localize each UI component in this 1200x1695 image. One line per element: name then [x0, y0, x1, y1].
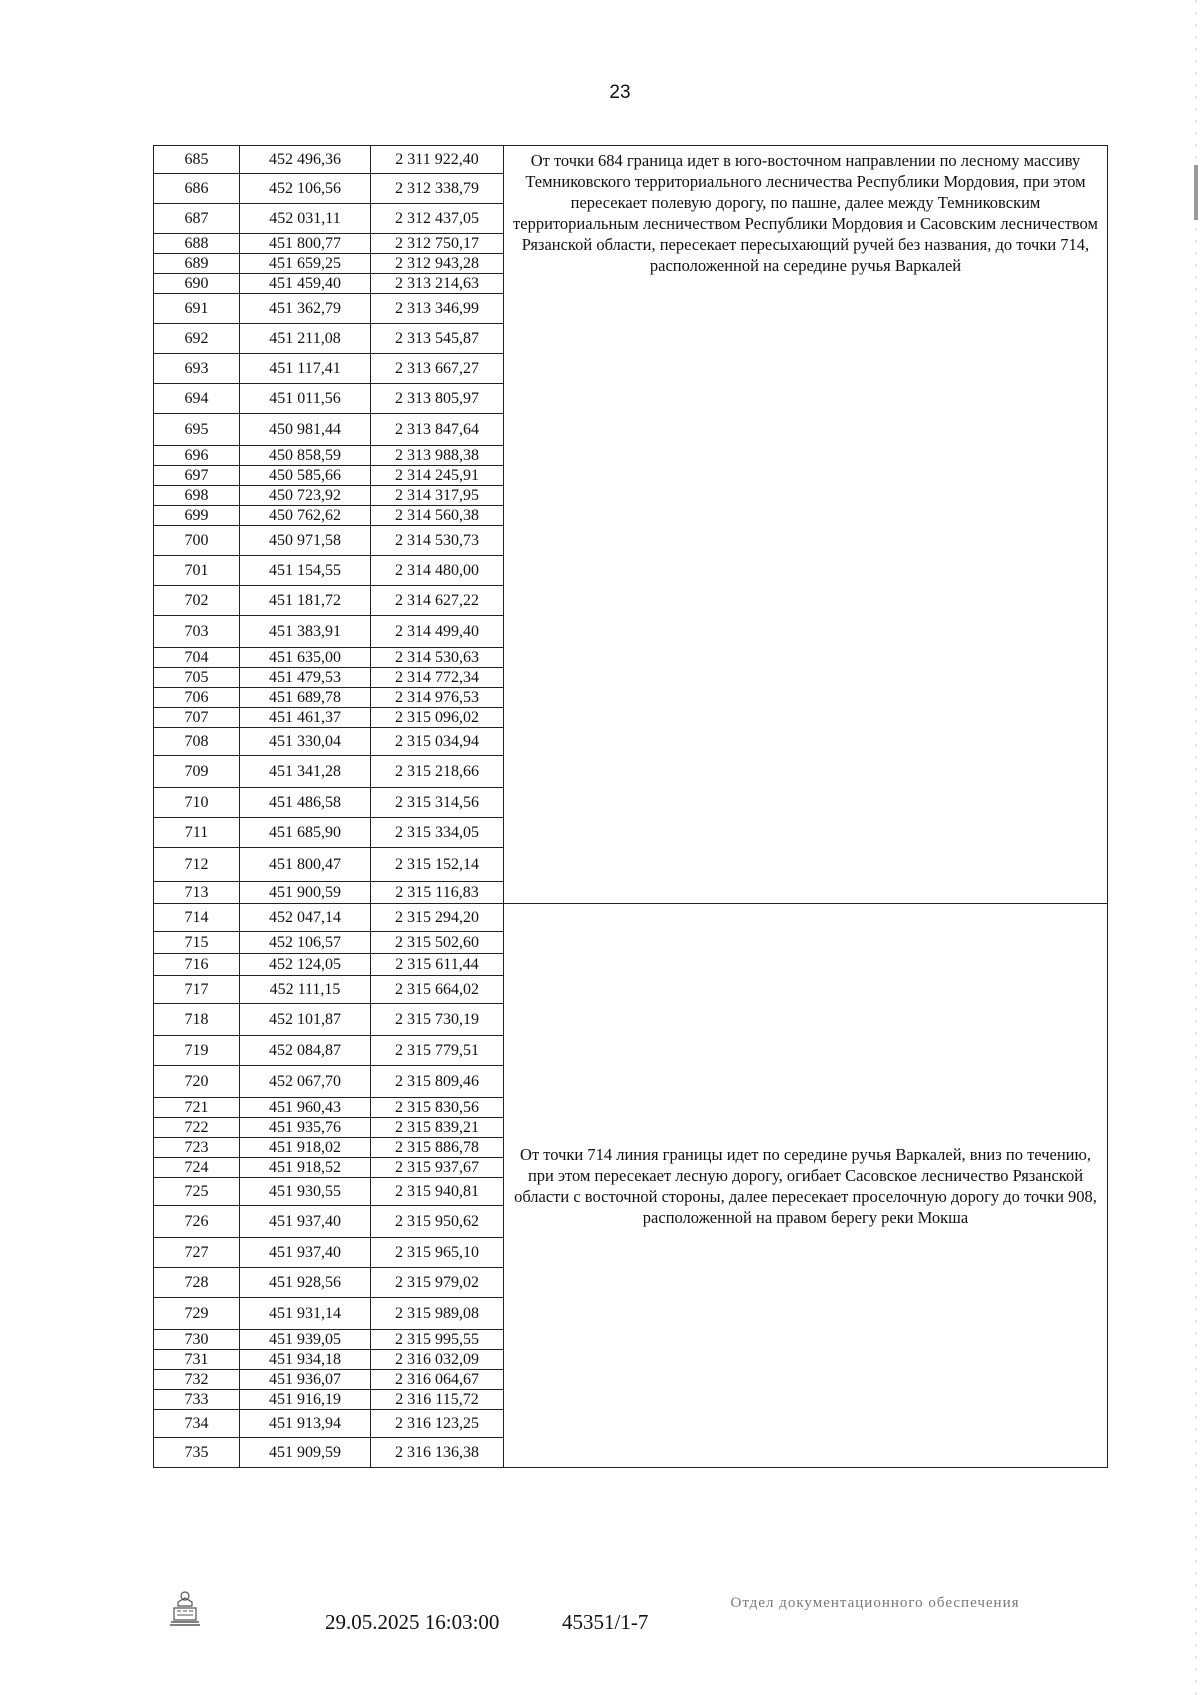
x-coordinate-cell: 450 858,59 [240, 446, 371, 466]
y-coordinate-cell: 2 313 988,38 [371, 446, 504, 466]
boundary-description-cell: От точки 684 граница идет в юго-восточном направлении по лесному массиву Темниковского территориального лесничества Республики Мордовия, при этом пересекает полевую дорогу, по пашне, далее между Темниковским территориальным лесничеством Республики Мордовия и Сасовским лесничеством Рязанской области, пересекает пересыхающий ручей без названия, до точки 714, расположенной на середине ручья Варкалей [504, 146, 1108, 904]
y-coordinate-cell: 2 315 664,02 [371, 976, 504, 1004]
point-number-cell: 712 [154, 848, 240, 882]
y-coordinate-cell: 2 312 437,05 [371, 204, 504, 234]
y-coordinate-cell: 2 315 809,46 [371, 1066, 504, 1098]
y-coordinate-cell: 2 312 943,28 [371, 254, 504, 274]
point-number-cell: 697 [154, 466, 240, 486]
y-coordinate-cell: 2 315 294,20 [371, 904, 504, 932]
y-coordinate-cell: 2 315 218,66 [371, 756, 504, 788]
y-coordinate-cell: 2 313 805,97 [371, 384, 504, 414]
point-number-cell: 719 [154, 1036, 240, 1066]
x-coordinate-cell: 451 383,91 [240, 616, 371, 648]
point-number-cell: 702 [154, 586, 240, 616]
y-coordinate-cell: 2 314 245,91 [371, 466, 504, 486]
x-coordinate-cell: 451 659,25 [240, 254, 371, 274]
x-coordinate-cell: 452 101,87 [240, 1004, 371, 1036]
boundary-description-cell: От точки 714 линия границы идет по середине ручья Варкалей, вниз по течению, при этом пересекает лесную дорогу, огибает Сасовское лесничество Рязанской области с восточной стороны, далее пересекает проселочную дорогу до точки 908, расположенной на правом берегу реки Мокша [504, 904, 1108, 1468]
y-coordinate-cell: 2 314 530,73 [371, 526, 504, 556]
point-number-cell: 705 [154, 668, 240, 688]
y-coordinate-cell: 2 314 976,53 [371, 688, 504, 708]
point-number-cell: 717 [154, 976, 240, 1004]
y-coordinate-cell: 2 311 922,40 [371, 146, 504, 174]
x-coordinate-cell: 450 971,58 [240, 526, 371, 556]
y-coordinate-cell: 2 315 979,02 [371, 1268, 504, 1298]
x-coordinate-cell: 451 800,47 [240, 848, 371, 882]
y-coordinate-cell: 2 315 995,55 [371, 1330, 504, 1350]
x-coordinate-cell: 451 939,05 [240, 1330, 371, 1350]
x-coordinate-cell: 452 106,56 [240, 174, 371, 204]
x-coordinate-cell: 451 011,56 [240, 384, 371, 414]
x-coordinate-cell: 450 723,92 [240, 486, 371, 506]
y-coordinate-cell: 2 315 940,81 [371, 1178, 504, 1206]
x-coordinate-cell: 451 900,59 [240, 882, 371, 904]
point-number-cell: 733 [154, 1390, 240, 1410]
y-coordinate-cell: 2 315 334,05 [371, 818, 504, 848]
point-number-cell: 696 [154, 446, 240, 466]
x-coordinate-cell: 450 981,44 [240, 414, 371, 446]
point-number-cell: 687 [154, 204, 240, 234]
x-coordinate-cell: 452 106,57 [240, 932, 371, 954]
y-coordinate-cell: 2 314 530,63 [371, 648, 504, 668]
x-coordinate-cell: 450 762,62 [240, 506, 371, 526]
point-number-cell: 727 [154, 1238, 240, 1268]
x-coordinate-cell: 452 084,87 [240, 1036, 371, 1066]
x-coordinate-cell: 451 936,07 [240, 1370, 371, 1390]
x-coordinate-cell: 452 496,36 [240, 146, 371, 174]
y-coordinate-cell: 2 315 779,51 [371, 1036, 504, 1066]
y-coordinate-cell: 2 315 730,19 [371, 1004, 504, 1036]
x-coordinate-cell: 452 111,15 [240, 976, 371, 1004]
point-number-cell: 722 [154, 1118, 240, 1138]
point-number-cell: 699 [154, 506, 240, 526]
emblem-icon [168, 1588, 202, 1633]
footer-document-code: 45351/1-7 [562, 1610, 649, 1634]
y-coordinate-cell: 2 314 480,00 [371, 556, 504, 586]
point-number-cell: 716 [154, 954, 240, 976]
point-number-cell: 723 [154, 1138, 240, 1158]
point-number-cell: 731 [154, 1350, 240, 1370]
point-number-cell: 688 [154, 234, 240, 254]
point-number-cell: 734 [154, 1410, 240, 1438]
point-number-cell: 715 [154, 932, 240, 954]
y-coordinate-cell: 2 313 545,87 [371, 324, 504, 354]
x-coordinate-cell: 451 930,55 [240, 1178, 371, 1206]
y-coordinate-cell: 2 315 839,21 [371, 1118, 504, 1138]
table-row [154, 146, 1108, 174]
point-number-cell: 711 [154, 818, 240, 848]
y-coordinate-cell: 2 315 116,83 [371, 882, 504, 904]
coordinates-table [153, 145, 1108, 1468]
x-coordinate-cell: 451 916,19 [240, 1390, 371, 1410]
x-coordinate-cell: 451 928,56 [240, 1268, 371, 1298]
x-coordinate-cell: 451 341,28 [240, 756, 371, 788]
point-number-cell: 732 [154, 1370, 240, 1390]
point-number-cell: 690 [154, 274, 240, 294]
x-coordinate-cell: 451 960,43 [240, 1098, 371, 1118]
x-coordinate-cell: 452 047,14 [240, 904, 371, 932]
y-coordinate-cell: 2 316 115,72 [371, 1390, 504, 1410]
point-number-cell: 701 [154, 556, 240, 586]
x-coordinate-cell: 451 935,76 [240, 1118, 371, 1138]
x-coordinate-cell: 451 918,02 [240, 1138, 371, 1158]
point-number-cell: 735 [154, 1438, 240, 1468]
y-coordinate-cell: 2 316 136,38 [371, 1438, 504, 1468]
point-number-cell: 713 [154, 882, 240, 904]
x-coordinate-cell: 451 800,77 [240, 234, 371, 254]
point-number-cell: 726 [154, 1206, 240, 1238]
x-coordinate-cell: 451 913,94 [240, 1410, 371, 1438]
footer-datetime: 29.05.2025 16:03:00 [325, 1610, 500, 1634]
y-coordinate-cell: 2 315 096,02 [371, 708, 504, 728]
x-coordinate-cell: 451 635,00 [240, 648, 371, 668]
y-coordinate-cell: 2 315 314,56 [371, 788, 504, 818]
y-coordinate-cell: 2 315 611,44 [371, 954, 504, 976]
point-number-cell: 700 [154, 526, 240, 556]
point-number-cell: 689 [154, 254, 240, 274]
x-coordinate-cell: 452 031,11 [240, 204, 371, 234]
point-number-cell: 728 [154, 1268, 240, 1298]
point-number-cell: 706 [154, 688, 240, 708]
point-number-cell: 725 [154, 1178, 240, 1206]
x-coordinate-cell: 452 067,70 [240, 1066, 371, 1098]
x-coordinate-cell: 451 117,41 [240, 354, 371, 384]
y-coordinate-cell: 2 316 064,67 [371, 1370, 504, 1390]
x-coordinate-cell: 451 937,40 [240, 1206, 371, 1238]
point-number-cell: 710 [154, 788, 240, 818]
x-coordinate-cell: 451 154,55 [240, 556, 371, 586]
y-coordinate-cell: 2 315 830,56 [371, 1098, 504, 1118]
y-coordinate-cell: 2 314 560,38 [371, 506, 504, 526]
point-number-cell: 698 [154, 486, 240, 506]
y-coordinate-cell: 2 315 152,14 [371, 848, 504, 882]
point-number-cell: 729 [154, 1298, 240, 1330]
point-number-cell: 708 [154, 728, 240, 756]
y-coordinate-cell: 2 315 886,78 [371, 1138, 504, 1158]
y-coordinate-cell: 2 315 502,60 [371, 932, 504, 954]
table-row [154, 904, 1108, 932]
x-coordinate-cell: 451 459,40 [240, 274, 371, 294]
point-number-cell: 686 [154, 174, 240, 204]
point-number-cell: 720 [154, 1066, 240, 1098]
point-number-cell: 703 [154, 616, 240, 648]
y-coordinate-cell: 2 314 772,34 [371, 668, 504, 688]
point-number-cell: 685 [154, 146, 240, 174]
x-coordinate-cell: 451 479,53 [240, 668, 371, 688]
department-stamp: Отдел документационного обеспечения [730, 1595, 1020, 1611]
y-coordinate-cell: 2 313 346,99 [371, 294, 504, 324]
point-number-cell: 707 [154, 708, 240, 728]
point-number-cell: 692 [154, 324, 240, 354]
x-coordinate-cell: 451 937,40 [240, 1238, 371, 1268]
x-coordinate-cell: 450 585,66 [240, 466, 371, 486]
x-coordinate-cell: 451 934,18 [240, 1350, 371, 1370]
point-number-cell: 704 [154, 648, 240, 668]
x-coordinate-cell: 451 330,04 [240, 728, 371, 756]
point-number-cell: 693 [154, 354, 240, 384]
x-coordinate-cell: 451 486,58 [240, 788, 371, 818]
y-coordinate-cell: 2 313 667,27 [371, 354, 504, 384]
x-coordinate-cell: 451 689,78 [240, 688, 371, 708]
x-coordinate-cell: 451 181,72 [240, 586, 371, 616]
y-coordinate-cell: 2 314 317,95 [371, 486, 504, 506]
y-coordinate-cell: 2 314 627,22 [371, 586, 504, 616]
point-number-cell: 721 [154, 1098, 240, 1118]
y-coordinate-cell: 2 312 338,79 [371, 174, 504, 204]
scan-edge-marks [1194, 0, 1198, 1695]
y-coordinate-cell: 2 315 965,10 [371, 1238, 504, 1268]
y-coordinate-cell: 2 314 499,40 [371, 616, 504, 648]
y-coordinate-cell: 2 313 847,64 [371, 414, 504, 446]
point-number-cell: 724 [154, 1158, 240, 1178]
x-coordinate-cell: 452 124,05 [240, 954, 371, 976]
x-coordinate-cell: 451 211,08 [240, 324, 371, 354]
y-coordinate-cell: 2 315 937,67 [371, 1158, 504, 1178]
x-coordinate-cell: 451 685,90 [240, 818, 371, 848]
y-coordinate-cell: 2 315 989,08 [371, 1298, 504, 1330]
point-number-cell: 718 [154, 1004, 240, 1036]
point-number-cell: 695 [154, 414, 240, 446]
y-coordinate-cell: 2 316 032,09 [371, 1350, 504, 1370]
coordinates-table-body [154, 146, 1108, 1468]
point-number-cell: 730 [154, 1330, 240, 1350]
y-coordinate-cell: 2 315 950,62 [371, 1206, 504, 1238]
x-coordinate-cell: 451 461,37 [240, 708, 371, 728]
page-number: 23 [609, 82, 631, 103]
x-coordinate-cell: 451 909,59 [240, 1438, 371, 1468]
x-coordinate-cell: 451 918,52 [240, 1158, 371, 1178]
y-coordinate-cell: 2 316 123,25 [371, 1410, 504, 1438]
point-number-cell: 694 [154, 384, 240, 414]
point-number-cell: 691 [154, 294, 240, 324]
y-coordinate-cell: 2 312 750,17 [371, 234, 504, 254]
y-coordinate-cell: 2 315 034,94 [371, 728, 504, 756]
point-number-cell: 709 [154, 756, 240, 788]
point-number-cell: 714 [154, 904, 240, 932]
y-coordinate-cell: 2 313 214,63 [371, 274, 504, 294]
x-coordinate-cell: 451 362,79 [240, 294, 371, 324]
x-coordinate-cell: 451 931,14 [240, 1298, 371, 1330]
